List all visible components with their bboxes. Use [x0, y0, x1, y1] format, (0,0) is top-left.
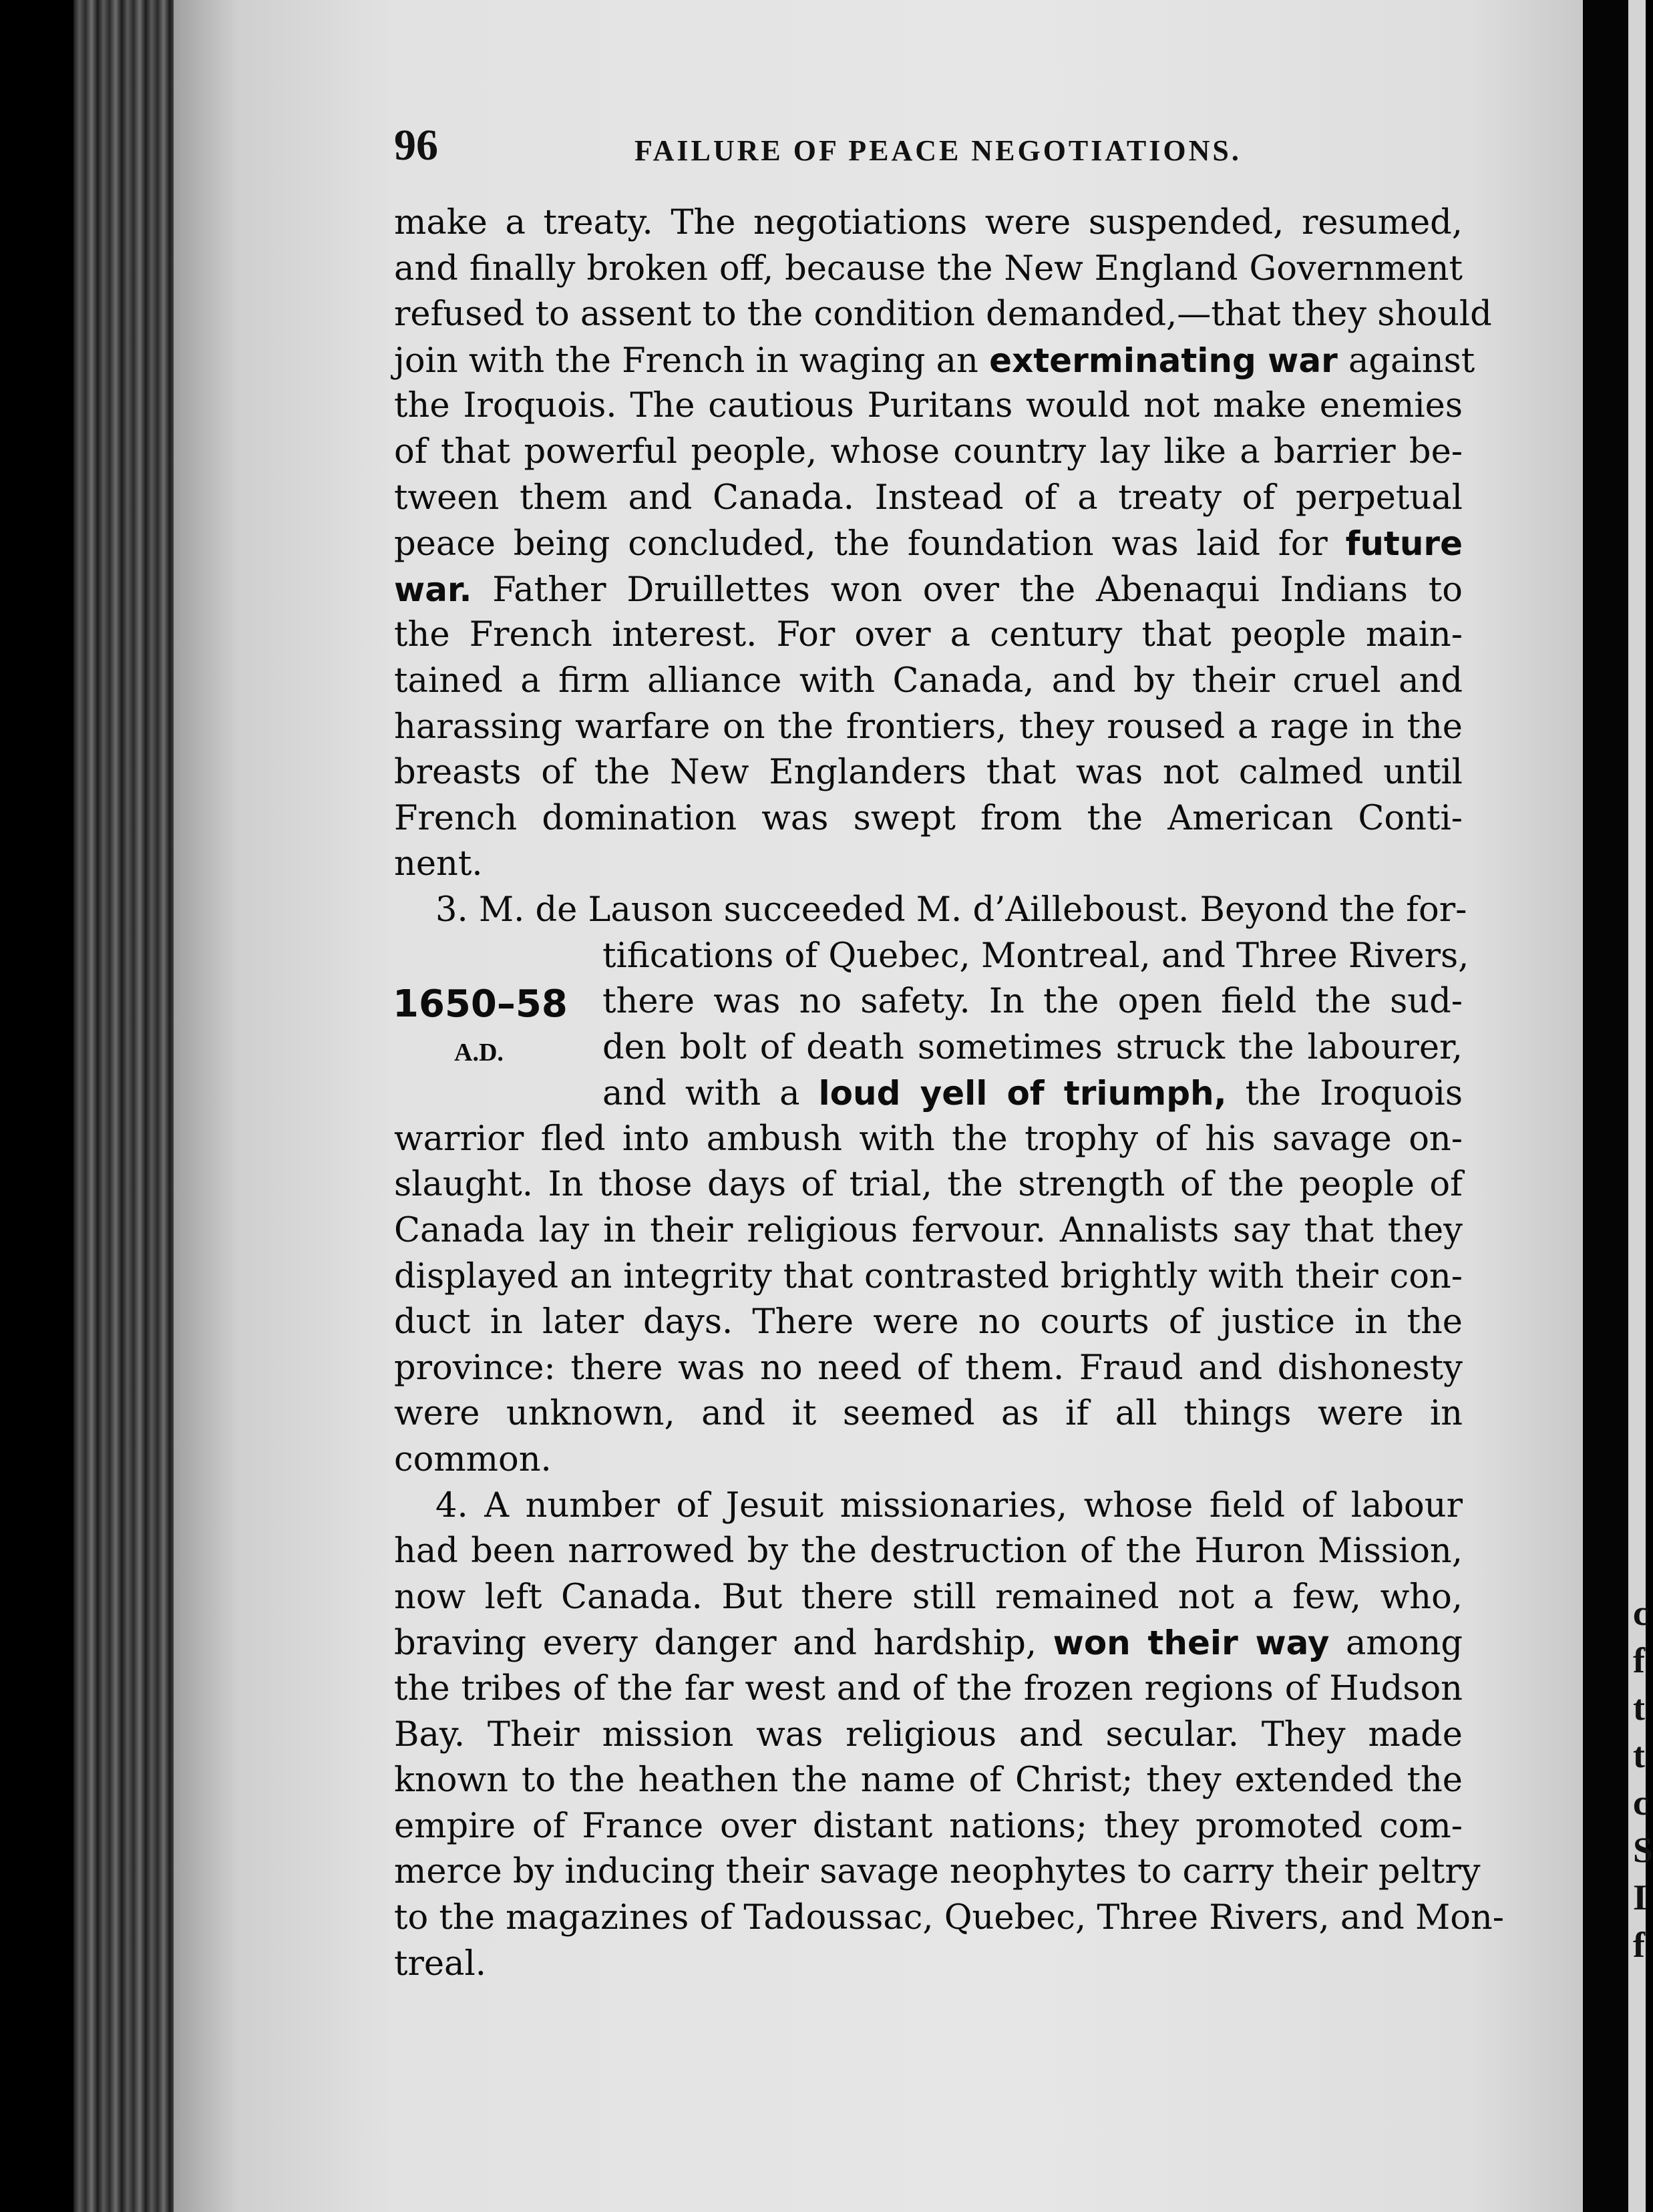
facing-page-letter: t [1633, 1735, 1645, 1775]
text-line [394, 1391, 1463, 1437]
text-run: tifications of Quebec, Montreal, and Three Rivers, [602, 936, 1469, 976]
text-line [394, 246, 1463, 293]
text-line [394, 612, 1463, 659]
text-line [394, 1346, 1463, 1392]
text-line [394, 1575, 1463, 1621]
text-line [394, 1162, 1463, 1208]
text-line [394, 200, 1463, 246]
bold-phrase: won their way [1053, 1624, 1330, 1663]
text-run: 3. M. de Lauson succeeded M. d’Ailleboust. Beyond the for- [435, 890, 1467, 930]
text-run: merce by inducing their savage neophytes to carry their peltry [394, 1852, 1481, 1892]
text-run: the tribes of the far west and of the frozen regions of Hudson [394, 1669, 1463, 1708]
text-run: nent. [394, 844, 483, 884]
text-run: the French interest. For over a century that people main- [394, 615, 1463, 655]
text-run: displayed an integrity that contrasted brightly with their con- [394, 1256, 1463, 1296]
text-line [394, 1895, 1505, 1942]
page-number: 96 [394, 121, 438, 170]
text-run: were unknown, and it seemed as if all things were in [394, 1394, 1463, 1434]
text-run: empire of France over distant nations; they promoted com- [394, 1806, 1463, 1846]
text-line [394, 842, 1463, 888]
text-run: Father Druillettes won over the Abenaqui Indians to [472, 570, 1463, 610]
text-run: den bolt of death sometimes struck the labourer, [602, 1027, 1463, 1067]
text-run: join with the French in waging an [394, 341, 990, 381]
facing-page-letter: I [1633, 1877, 1648, 1917]
text-line [394, 429, 1463, 476]
text-run: now left Canada. But there still remained not a few, who, [394, 1577, 1463, 1617]
text-run: the Iroquois. The cautious Puritans would not make enemies [394, 386, 1463, 426]
facing-page-letter: f [1633, 1925, 1645, 1965]
facing-page-letter: f [1633, 1640, 1645, 1680]
text-run: to the magazines of Tadoussac, Quebec, Three Rivers, and Mon- [394, 1897, 1505, 1938]
text-run: of that powerful people, whose country lay like a barrier be- [394, 431, 1463, 472]
text-run: warrior fled into ambush with the trophy of his savage on- [394, 1119, 1463, 1159]
text-run: French domination was swept from the American Conti- [394, 798, 1463, 838]
text-line [394, 1942, 1463, 1988]
text-line [394, 338, 1475, 384]
text-run: common. [394, 1440, 552, 1480]
text-line [394, 1666, 1463, 1712]
book-binding [73, 0, 174, 2212]
text-run: harassing warfare on the frontiers, they roused a rage in the [394, 707, 1463, 747]
text-line [394, 705, 1463, 751]
text-line [394, 476, 1463, 522]
text-line [394, 521, 1463, 567]
text-run: Bay. Their mission was religious and secular. They made [394, 1714, 1463, 1755]
text-run: slaught. In those days of trial, the strength of the people of [394, 1165, 1463, 1205]
text-line [394, 1529, 1463, 1575]
running-head [394, 120, 1463, 180]
text-line [394, 1071, 1463, 1117]
text-run: duct in later days. There were no courts of justice in the [394, 1302, 1463, 1342]
text-line [394, 1300, 1463, 1346]
running-head-title: FAILURE OF PEACE NEGOTIATIONS. [634, 134, 1242, 167]
facing-page-letter: c [1633, 1593, 1649, 1633]
text-run: braving every danger and hardship, [394, 1624, 1053, 1664]
text-line [394, 1208, 1463, 1254]
bold-phrase: exterminating war [989, 341, 1338, 380]
text-run: had been narrowed by the destruction of the Huron Mission, [394, 1531, 1463, 1572]
text-run: refused to assent to the condition demanded,—that they should [394, 295, 1492, 335]
margin-note-years: 1650–58 [393, 982, 568, 1027]
text-line [394, 1483, 1463, 1529]
text-run: Canada lay in their religious fervour. Annalists say that they [394, 1211, 1463, 1251]
text-line [394, 383, 1463, 429]
text-run: there was no safety. In the open field the sud- [602, 982, 1463, 1022]
text-run: peace being concluded, the foundation was laid for [394, 524, 1346, 564]
text-run: among [1329, 1624, 1463, 1664]
body-text [393, 200, 1505, 1987]
text-line [394, 1804, 1463, 1850]
facing-page-letter: c [1633, 1783, 1649, 1823]
text-line [394, 1117, 1463, 1163]
text-run: tained a firm alliance with Canada, and by their cruel and [394, 661, 1463, 701]
text-line [394, 659, 1463, 705]
text-line [394, 292, 1492, 338]
text-line [394, 796, 1463, 842]
margin-note-era: A.D. [454, 1039, 504, 1067]
text-run: known to the heathen the name of Christ; they extended the [394, 1761, 1463, 1801]
text-line [394, 1620, 1463, 1666]
facing-page-letter: S [1633, 1830, 1653, 1870]
text-run: against [1337, 341, 1475, 381]
text-run: and finally broken off, because the New England Government [394, 248, 1463, 289]
text-line [394, 1849, 1481, 1895]
text-run: tween them and Canada. Instead of a treaty of perpetual [394, 478, 1463, 518]
margin-note [393, 982, 593, 1073]
text-line [394, 1712, 1463, 1759]
text-run: treal. [394, 1944, 486, 1984]
text-line [394, 1254, 1463, 1300]
bold-phrase: future [1345, 524, 1463, 564]
bold-phrase: loud yell of triumph, [818, 1074, 1227, 1113]
text-run: province: there was no need of them. Fraud and dishonesty [394, 1348, 1463, 1388]
text-line [394, 567, 1463, 613]
text-line [394, 750, 1463, 796]
text-run: make a treaty. The negotiations were suspended, resumed, [394, 203, 1463, 242]
text-line [394, 934, 1469, 980]
bold-phrase: war. [394, 570, 472, 609]
text-run: the Iroquois [1226, 1074, 1463, 1114]
text-line [394, 1437, 1463, 1483]
text-line [394, 1758, 1463, 1804]
text-run: and with a [602, 1074, 819, 1114]
text-line [394, 888, 1467, 934]
text-run: breasts of the New Englanders that was not calmed until [394, 753, 1463, 793]
facing-page-letter: t [1633, 1688, 1645, 1728]
text-run: 4. A number of Jesuit missionaries, whose field of labour [435, 1485, 1463, 1525]
facing-page-letters [1633, 1590, 1653, 1969]
